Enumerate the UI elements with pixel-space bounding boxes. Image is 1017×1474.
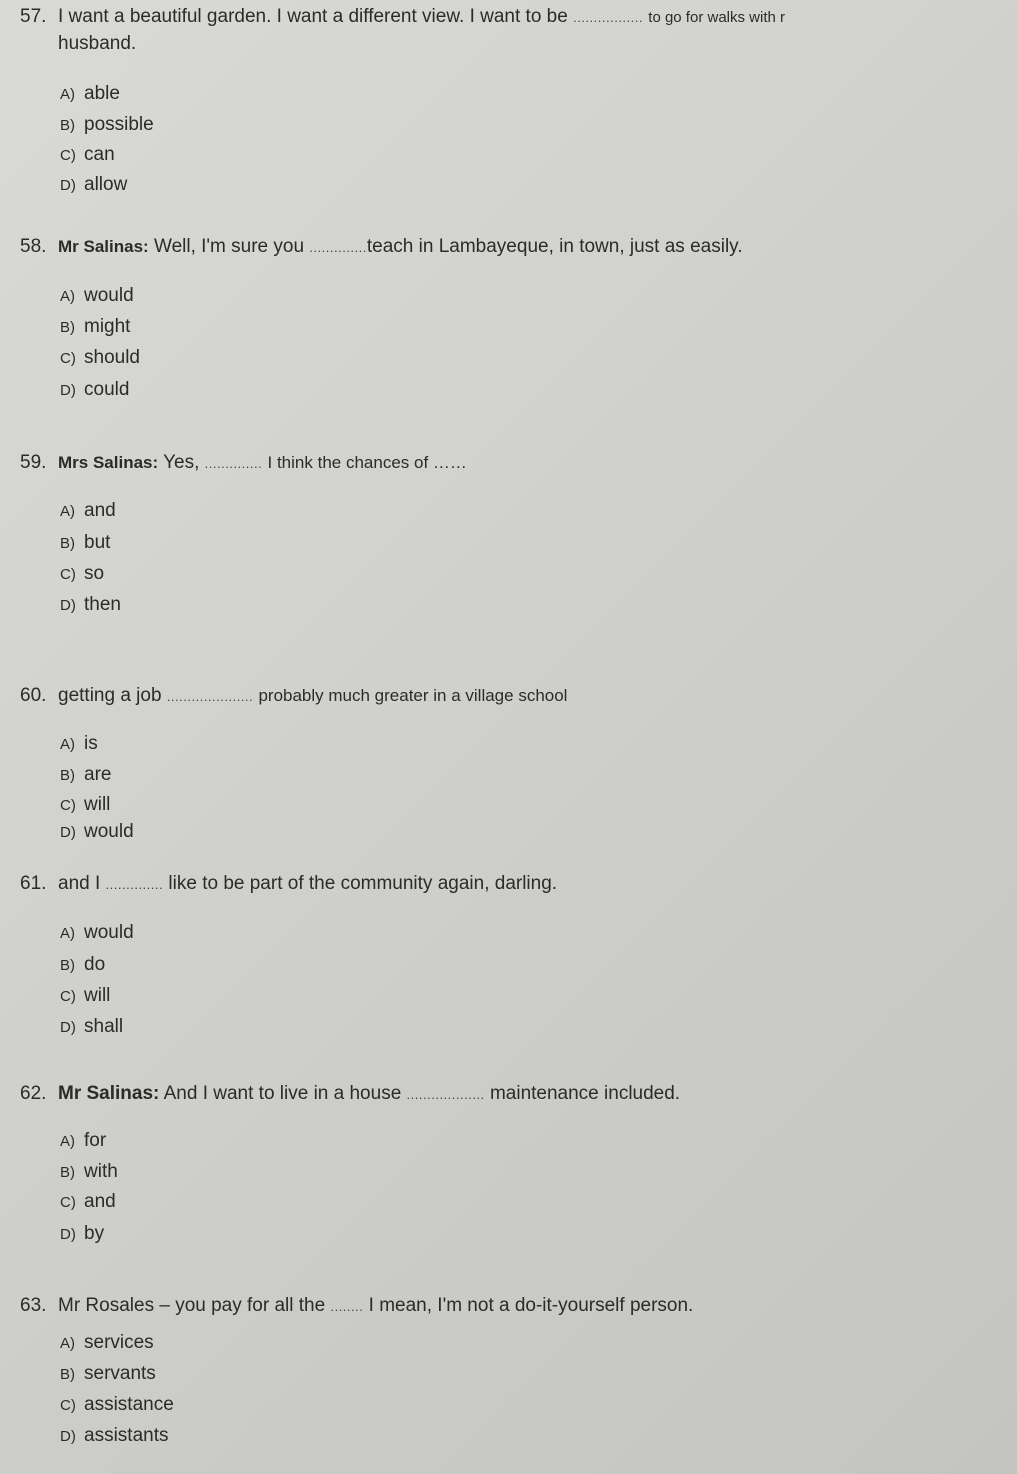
question-number: 62. xyxy=(20,1083,47,1104)
option-a xyxy=(60,82,120,107)
answer-blank: ................. xyxy=(573,10,643,25)
question-stem xyxy=(20,1293,1017,1320)
option-letter: D) xyxy=(60,1019,76,1036)
option-d xyxy=(60,593,121,618)
option-c xyxy=(60,1190,116,1215)
question-61 xyxy=(20,871,1017,1037)
question-63 xyxy=(20,1293,1017,1446)
stem-text-after: maintenance included. xyxy=(489,1083,681,1104)
stem-text-after: I think the chances of …… xyxy=(267,453,467,472)
stem-text-after: to go for walks with r xyxy=(648,9,785,26)
stem-continuation: husband. xyxy=(58,33,137,54)
option-text: would xyxy=(84,821,134,842)
option-a xyxy=(60,1331,154,1356)
option-text: is xyxy=(84,733,98,754)
option-letter: D) xyxy=(60,824,76,841)
question-number: 57. xyxy=(20,6,47,27)
option-letter: A) xyxy=(60,86,75,103)
option-letter: B) xyxy=(60,117,75,134)
question-stem xyxy=(20,1081,1017,1108)
answer-blank: .............. xyxy=(309,240,367,255)
option-a xyxy=(60,732,98,757)
option-letter: B) xyxy=(60,535,75,552)
question-stem xyxy=(20,4,1017,57)
option-letter: C) xyxy=(60,566,76,583)
option-text: would xyxy=(84,285,134,306)
speaker-label: Mrs Salinas: xyxy=(58,453,159,472)
option-letter: C) xyxy=(60,1194,76,1211)
option-text: assistance xyxy=(84,1394,174,1415)
stem-text-after: I mean, I'm not a do-it-yourself person. xyxy=(368,1295,694,1316)
question-number: 59. xyxy=(20,452,47,473)
option-letter: B) xyxy=(60,319,75,336)
option-b xyxy=(60,315,130,340)
option-c xyxy=(60,143,115,168)
option-c xyxy=(60,793,110,818)
option-letter: A) xyxy=(60,925,75,942)
option-text: servants xyxy=(84,1363,156,1384)
option-letter: D) xyxy=(60,177,76,194)
stem-text-after: teach in Lambayeque, in town, just as easily. xyxy=(366,236,743,257)
option-text: would xyxy=(84,922,134,943)
question-59 xyxy=(20,450,1017,615)
option-letter: C) xyxy=(60,1397,76,1414)
option-a xyxy=(60,499,116,524)
option-letter: C) xyxy=(60,988,76,1005)
option-text: but xyxy=(84,532,111,553)
option-text: for xyxy=(84,1130,107,1151)
option-text: by xyxy=(84,1223,105,1244)
question-number: 63. xyxy=(20,1295,47,1316)
option-text: and xyxy=(84,1191,116,1212)
answer-blank: ..................... xyxy=(166,689,254,704)
option-letter: D) xyxy=(60,1428,76,1445)
option-text: allow xyxy=(84,174,128,195)
option-letter: B) xyxy=(60,767,75,784)
option-c xyxy=(60,984,110,1009)
stem-text-before: and I xyxy=(58,873,101,894)
question-60 xyxy=(20,683,1017,842)
question-58 xyxy=(20,234,1017,400)
option-letter: D) xyxy=(60,597,76,614)
option-d xyxy=(60,173,127,198)
option-b xyxy=(60,1362,156,1387)
option-text: will xyxy=(84,794,111,815)
option-letter: A) xyxy=(60,1133,75,1150)
option-d xyxy=(60,820,134,845)
option-letter: C) xyxy=(60,147,76,164)
option-text: and xyxy=(84,500,116,521)
option-text: will xyxy=(84,985,111,1006)
option-text: services xyxy=(84,1332,154,1353)
option-b xyxy=(60,531,110,556)
option-c xyxy=(60,1393,174,1418)
option-a xyxy=(60,284,134,309)
option-c xyxy=(60,346,140,371)
option-text: should xyxy=(84,347,140,368)
option-letter: D) xyxy=(60,382,76,399)
option-b xyxy=(60,953,105,978)
stem-text-after: like to be part of the community again, darling. xyxy=(168,873,558,894)
question-number: 61. xyxy=(20,873,47,894)
question-number: 60. xyxy=(20,685,47,706)
speaker-label: Mr Salinas: xyxy=(58,237,149,256)
option-b xyxy=(60,1160,118,1185)
question-57 xyxy=(20,4,1017,195)
option-text: assistants xyxy=(84,1425,169,1446)
option-text: can xyxy=(84,144,115,165)
option-text: do xyxy=(84,954,106,975)
option-letter: A) xyxy=(60,288,75,305)
stem-text-after: probably much greater in a village school xyxy=(258,686,568,705)
speaker-label: Mr Salinas: xyxy=(58,1083,160,1104)
option-text: could xyxy=(84,379,130,400)
option-letter: A) xyxy=(60,503,75,520)
answer-blank: ........ xyxy=(330,1299,364,1314)
option-text: then xyxy=(84,594,121,615)
option-letter: B) xyxy=(60,957,75,974)
option-d xyxy=(60,378,129,403)
stem-text-before: Mr Rosales – you pay for all the xyxy=(58,1295,326,1316)
option-c xyxy=(60,562,104,587)
question-62 xyxy=(20,1081,1017,1244)
question-stem xyxy=(20,450,1017,477)
option-b xyxy=(60,113,154,138)
question-stem xyxy=(20,683,1017,710)
option-d xyxy=(60,1015,123,1040)
option-b xyxy=(60,763,111,788)
option-text: with xyxy=(84,1161,118,1182)
option-text: are xyxy=(84,764,112,785)
option-a xyxy=(60,921,134,946)
stem-text-before: Yes, xyxy=(163,452,200,473)
question-number: 58. xyxy=(20,236,47,257)
option-d xyxy=(60,1424,168,1449)
answer-blank: ................... xyxy=(406,1087,485,1102)
option-text: so xyxy=(84,563,105,584)
answer-blank: .............. xyxy=(105,877,164,892)
answer-blank: .............. xyxy=(204,456,263,471)
option-d xyxy=(60,1222,104,1247)
option-letter: B) xyxy=(60,1366,75,1383)
question-stem xyxy=(20,871,1017,898)
option-text: able xyxy=(84,83,120,104)
stem-text-before: getting a job xyxy=(58,685,162,706)
stem-text-before: I want a beautiful garden. I want a different view. I want to be xyxy=(58,6,568,27)
option-letter: A) xyxy=(60,736,75,753)
stem-text-before: And I want to live in a house xyxy=(163,1083,402,1104)
option-text: possible xyxy=(84,114,154,135)
option-text: shall xyxy=(84,1016,124,1037)
option-letter: C) xyxy=(60,797,76,814)
option-letter: A) xyxy=(60,1335,75,1352)
option-letter: C) xyxy=(60,350,76,367)
option-letter: B) xyxy=(60,1164,75,1181)
option-text: might xyxy=(84,316,131,337)
stem-text-before: Well, I'm sure you xyxy=(153,236,305,257)
option-a xyxy=(60,1129,106,1154)
option-letter: D) xyxy=(60,1226,76,1243)
question-stem xyxy=(20,234,1017,261)
